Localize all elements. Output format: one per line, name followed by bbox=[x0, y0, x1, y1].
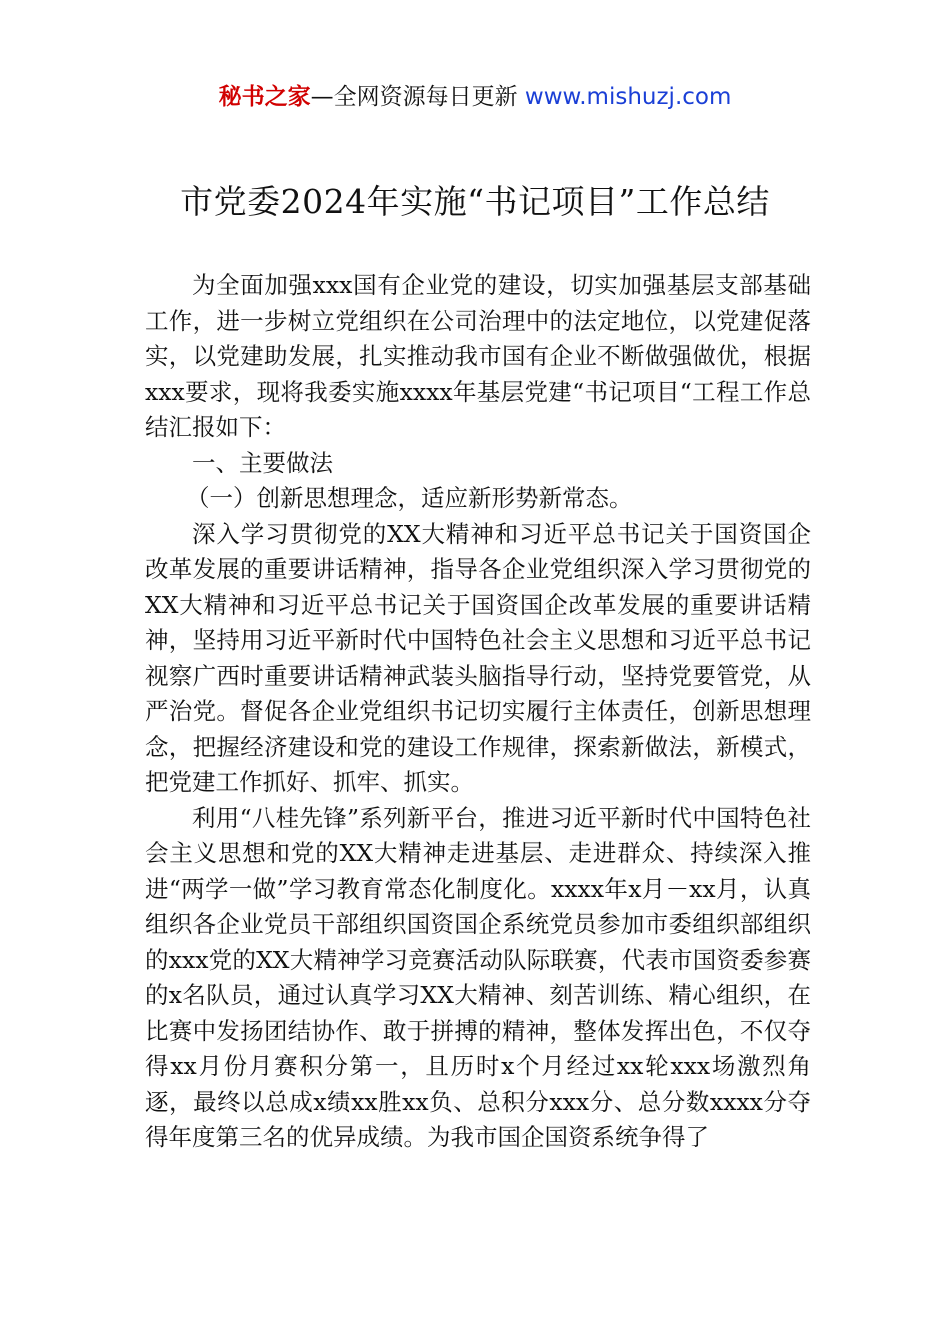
site-header bbox=[0, 80, 950, 114]
document-title: 市党委2024年实施“书记项目”工作总结 bbox=[180, 182, 770, 221]
body-paragraph: 深入学习贯彻党的XX大精神和习近平总书记关于国资国企改革发展的重要讲话精神，指导各企业党组织深入学习贯彻党的XX大精神和习近平总书记关于国资国企改革发展的重要讲话精神，坚持用习近平新时代中国特色社会主义思想和习近平总书记视察广西时重要讲话精神武装头脑指导行动，坚持党要管党，从严治党。督促各企业党组织书记切实履行主体责任，创新思想理念，把握经济建设和党的建设工作规律，探索新做法，新模式，把党建工作抓好、抓牢、抓实。 bbox=[145, 519, 811, 796]
document-body bbox=[145, 268, 811, 1156]
section-heading: 一、主要做法 bbox=[192, 448, 333, 477]
header-tagline: —全网资源每日更新 bbox=[310, 84, 518, 110]
subsection-heading: （一）创新思想理念，适应新形势新常态。 bbox=[186, 484, 633, 512]
site-link[interactable]: www.mishuzj.com bbox=[524, 84, 732, 110]
brand-name: 秘书之家 bbox=[218, 84, 311, 110]
intro-paragraph: 为全面加强xxx国有企业党的建设，切实加强基层支部基础工作，进一步树立党组织在公司治理中的法定地位，以党建促落实，以党建助发展，扎实推动我市国有企业不断做强做优，根据xxx要求，现将我委实施xxxx年基层党建“书记项目“工程工作总结汇报如下： bbox=[145, 271, 811, 441]
body-paragraph: 利用“八桂先锋”系列新平台，推进习近平新时代中国特色社会主义思想和党的XX大精神走进基层、走进群众、持续深入推进“两学一做”学习教育常态化制度化。xxxx年x月－xx月，认真组织各企业党员干部组织国资国企系统党员参加市委组织部组织的xxx党的XX大精神学习竞赛活动队际联赛，代表市国资委参赛的x名队员，通过认真学习XX大精神、刻苦训练、精心组织，在比赛中发扬团结协作、敢于拼搏的精神，整体发挥出色，不仅夺得xx月份月赛积分第一，且历时x个月经过xx轮xxx场激烈角逐，最终以总成x绩xx胜xx负、总积分xxx分、总分数xxxx分夺得年度第三名的优异成绩。为我市国企国资系统争得了 bbox=[145, 803, 811, 1151]
